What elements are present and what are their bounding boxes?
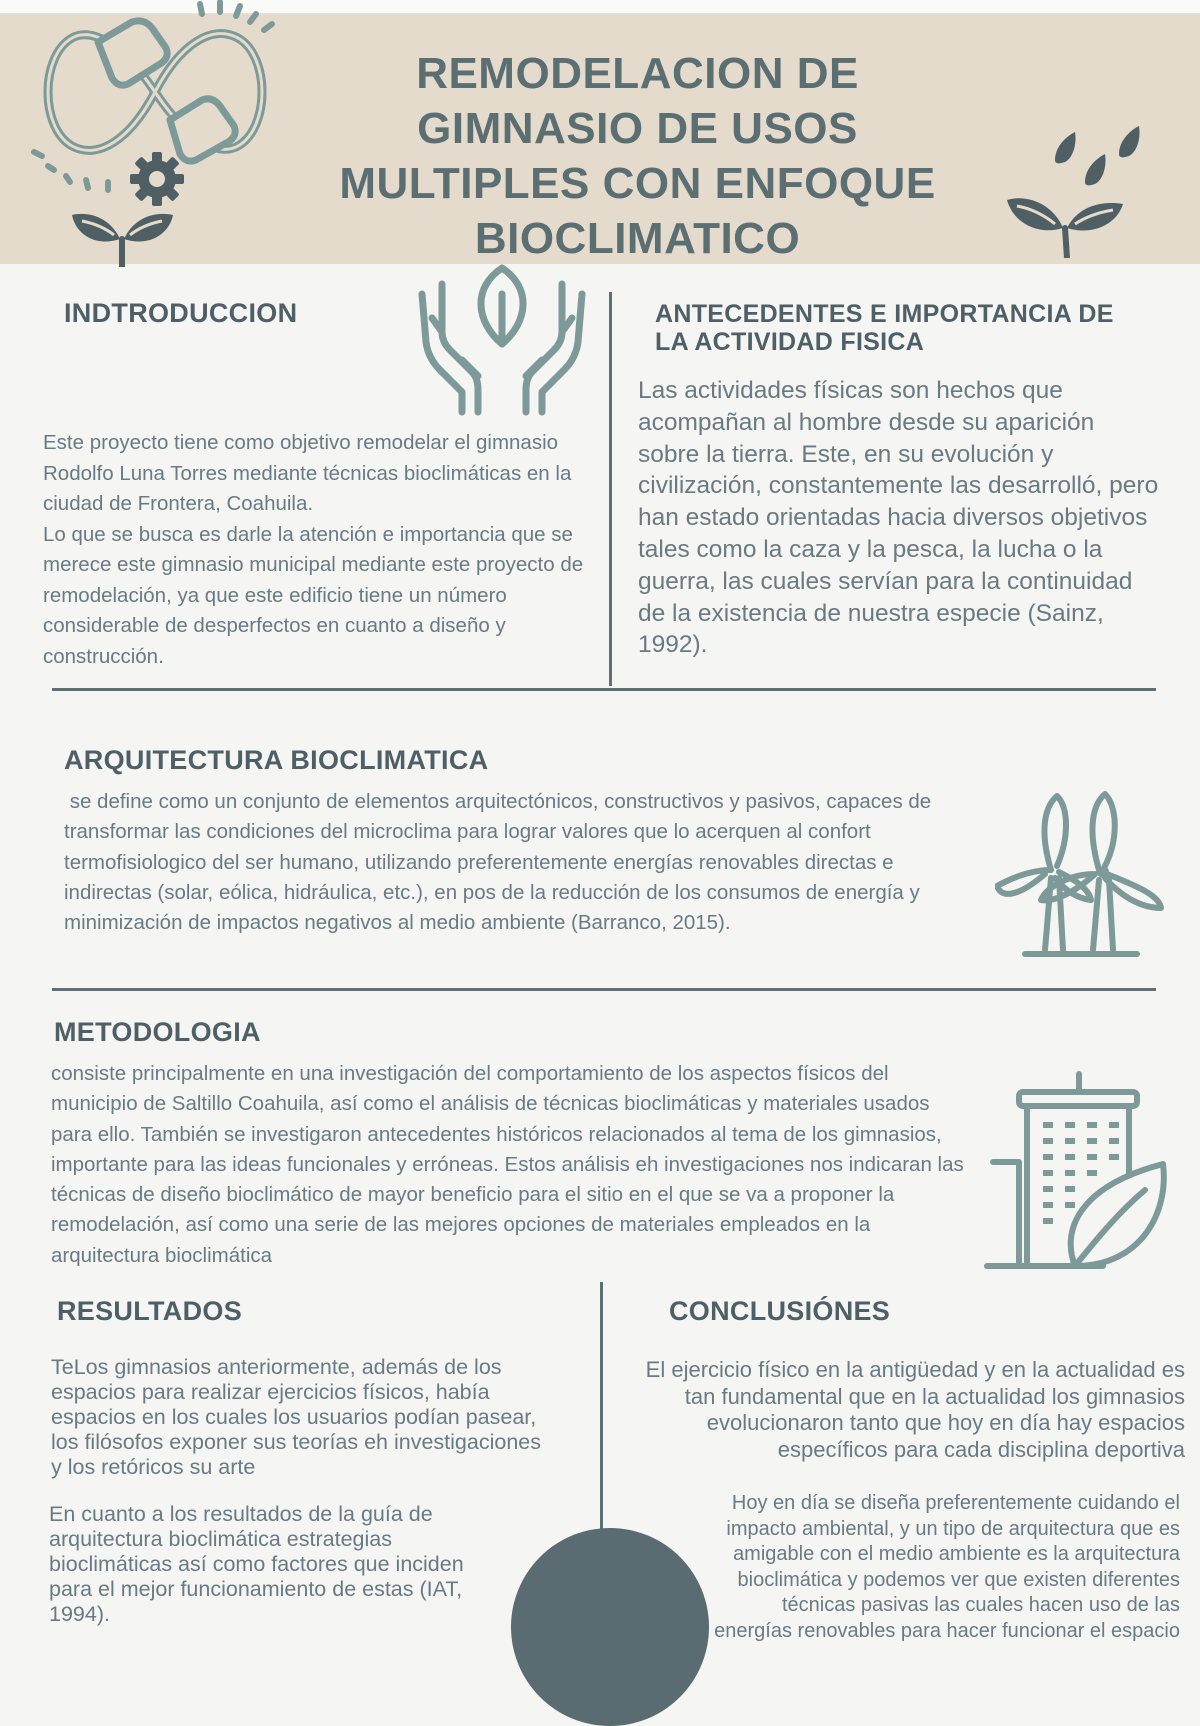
gear-icon xyxy=(127,149,187,209)
divider-vertical-top xyxy=(609,292,612,686)
green-building-icon xyxy=(983,1070,1173,1270)
water-drops-icon xyxy=(1045,124,1145,186)
page-title: REMODELACION DE GIMNASIO DE USOS MULTIPLES CON ENFOQUE BIOCLIMATICO xyxy=(339,49,936,263)
introduccion-text: Este proyecto tiene como objetivo remodelar el gimnasio Rodolfo Luna Torres mediante técnicas bioclimáticas en la ciudad de Frontera, Coahuila. Lo que se busca es darle la atención e importancia que se merece este gimnasio municipal mediante este proyecto de remodelación, ya que este edificio tiene un número considerable de desperfectos en cuanto a diseño y construcción. xyxy=(43,431,584,668)
arquitectura-text: se define como un conjunto de elementos arquitectónicos, constructivos y pasivos, capaces de transformar las condiciones del microclima para lograr valores que lo acerquen al confort termofisiologico del ser humano, utilizando preferentemente energías renovables directas e indirectas (solar, eólica, hidráulica, etc.), en pos de la reducción de los consumos de energía y minimización de impactos negativos al medio ambiente (Barranco, 2015). xyxy=(64,790,937,935)
hands-leaf-icon xyxy=(418,264,586,416)
divider-horizontal-1 xyxy=(52,688,1156,691)
antecedentes-text: Las actividades físicas son hechos que acompañan al hombre desde su aparición sobre la tierra. Este, en su evolución y civilización, constantemente las desarrolló, pero han estado orientadas hacia diversos objetivos tales como la caza y la pesca, la lucha o la guerra, las cuales servían para la continuidad de la existencia de nuestra especie (Sainz, 1992). xyxy=(638,377,1159,659)
sprout-icon xyxy=(1005,190,1125,258)
arquitectura-heading: ARQUITECTURA BIOCLIMATICA xyxy=(64,745,489,775)
metodologia-heading: METODOLOGIA xyxy=(54,1017,261,1047)
decorative-circle xyxy=(511,1528,709,1726)
resultados-text-1: TeLos gimnasios anteriormente, además de los espacios para realizar ejercicios físicos, había espacios en los cuales los usuarios podían pasear, los filósofos exponer sus teorías eh investigaciones y los retóricos su arte xyxy=(51,1355,541,1479)
sprout-icon xyxy=(70,205,175,267)
antecedentes-heading: ANTECEDENTES E IMPORTANCIA DE LA ACTIVIDAD FISICA xyxy=(655,300,1114,356)
introduccion-heading: INDTRODUCCION xyxy=(64,298,298,328)
conclusiones-text-2: Hoy en día se diseña preferentemente cuidando el impacto ambiental, y un tipo de arquitectura que es amigable con el medio ambiente es la arquitectura bioclimática y podemos ver que existen diferentes técnicas pasivas las cuales hacen uso de las energías renovables para hacer funcionar el espacio xyxy=(714,1492,1180,1642)
conclusiones-text-1: El ejercicio físico en la antigüedad y en la actualidad es tan fundamental que en la actualidad los gimnasios evolucionaron tanto que hoy en día hay espacios específicos para cada disciplina deportiva xyxy=(645,1357,1185,1462)
conclusiones-heading: CONCLUSIÓNES xyxy=(669,1296,891,1326)
wind-turbine-icon xyxy=(995,790,1165,962)
resultados-text-2: En cuanto a los resultados de la guía de arquitectura bioclimática estrategias bioclimáticas así como factores que inciden para el mejor funcionamiento de estas (IAT, 1994). xyxy=(49,1502,464,1626)
resultados-heading: RESULTADOS xyxy=(57,1296,242,1326)
divider-horizontal-2 xyxy=(52,988,1156,991)
metodologia-text: consiste principalmente en una investigación del comportamiento de los aspectos físicos del municipio de Saltillo Coahuila, así como el análisis de técnicas bioclimáticas y materiales usados para ello. También se investigaron antecedentes históricos relacionados al tema de los gimnasios, importante para las ideas funcionales y erróneas. Estos análisis eh investigaciones nos indicaran las técnicas de diseño bioclimático de mayor beneficio para el sitio en el que se va a proponer la remodelación, así como una serie de las mejores opciones de materiales empleados en la arquitectura bioclimática xyxy=(51,1062,964,1267)
